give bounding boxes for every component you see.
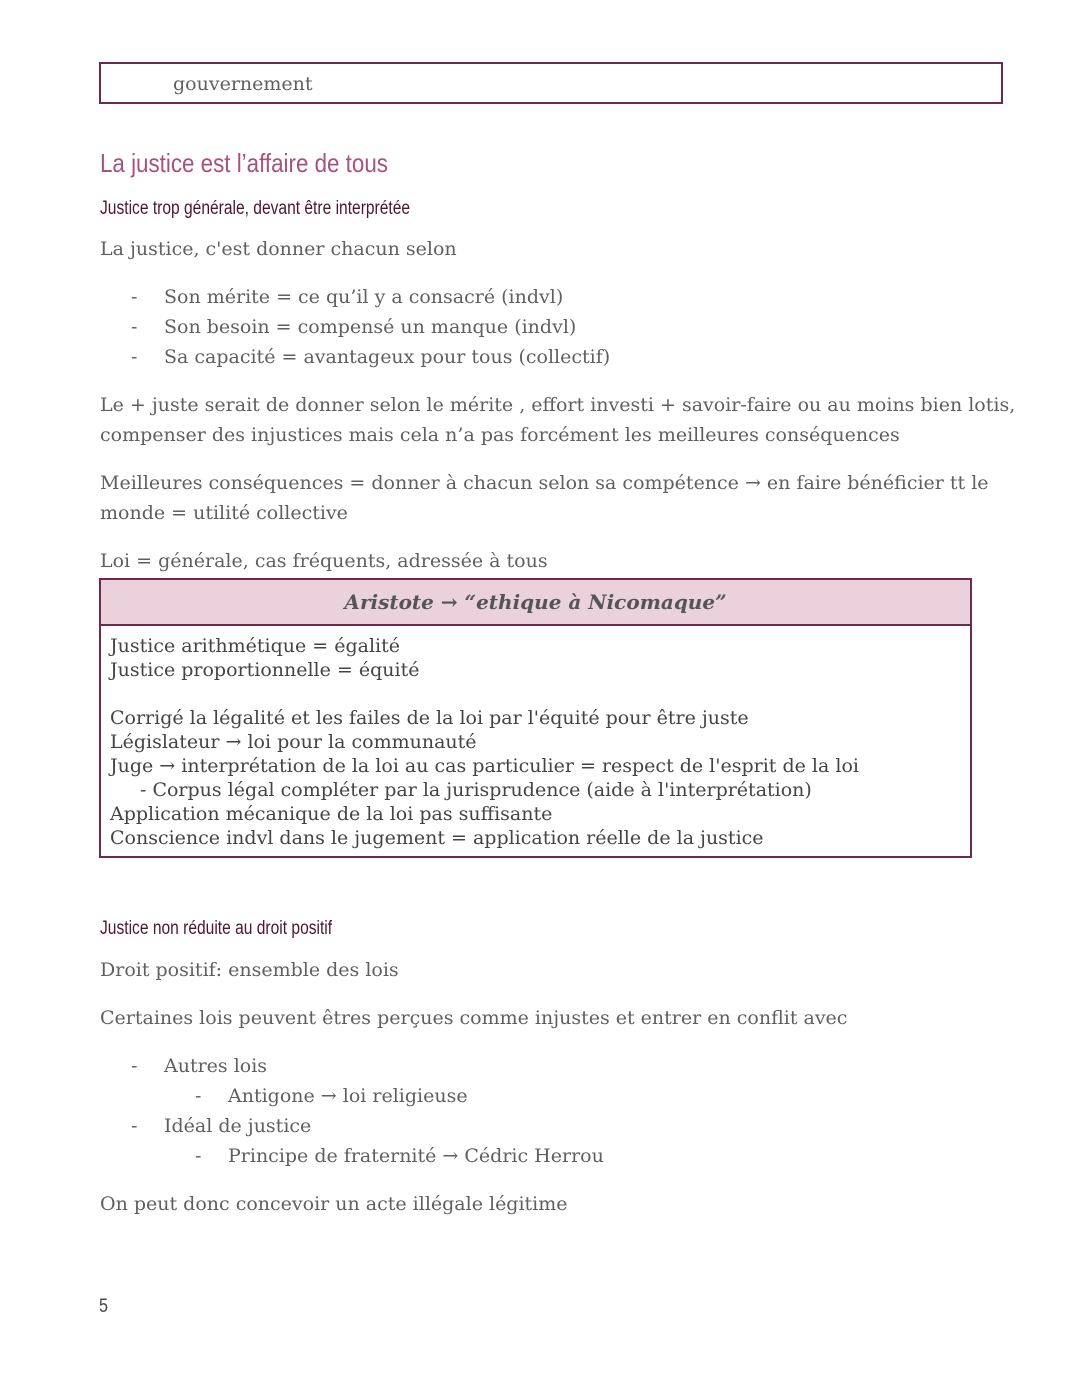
box-line: Application mécanique de la loi pas suffisante bbox=[110, 803, 553, 825]
bullet-dash: - bbox=[131, 286, 138, 308]
continuation-box bbox=[99, 62, 1003, 104]
conflict-intro: Certaines lois peuvent êtres perçues comme injustes et entrer en conflit avec bbox=[100, 1007, 848, 1029]
page-number: 5 bbox=[99, 1296, 108, 1317]
paragraph-merite-2: compenser des injustices mais cela n’a pas forcément les meilleures conséquences bbox=[100, 424, 900, 446]
list-item: Son besoin = compensé un manque (indvl) bbox=[164, 316, 577, 338]
bullet-dash: - bbox=[131, 1115, 138, 1137]
list-item: Son mérite = ce qu’il y a consacré (indvl) bbox=[164, 286, 564, 308]
paragraph-consequences-1: Meilleures conséquences = donner à chacun selon sa compétence → en faire bénéficier tt le bbox=[100, 472, 989, 494]
box-line: - Corpus légal compléter par la jurisprudence (aide à l'interprétation) bbox=[140, 779, 812, 801]
sub-list-item: Antigone → loi religieuse bbox=[228, 1085, 468, 1107]
paragraph-loi: Loi = générale, cas fréquents, adressée à tous bbox=[100, 550, 548, 572]
list-item: Autres lois bbox=[164, 1055, 268, 1077]
box-line: Conscience indvl dans le jugement = application réelle de la justice bbox=[110, 827, 764, 849]
bullet-dash: - bbox=[195, 1145, 202, 1167]
box-line: Justice proportionnelle = équité bbox=[110, 659, 420, 681]
bullet-dash: - bbox=[131, 1055, 138, 1077]
definition-text: Droit positif: ensemble des lois bbox=[100, 959, 399, 981]
subsection-title-2: Justice non réduite au droit positif bbox=[100, 918, 333, 939]
section-title: La justice est l’affaire de tous bbox=[100, 148, 388, 178]
continuation-text: gouvernement bbox=[173, 73, 313, 95]
box-line: Législateur → loi pour la communauté bbox=[110, 731, 477, 753]
bullet-dash: - bbox=[195, 1085, 202, 1107]
box-line: Justice arithmétique = égalité bbox=[110, 635, 400, 657]
bullet-dash: - bbox=[131, 316, 138, 338]
list-item: Idéal de justice bbox=[164, 1115, 312, 1137]
sub-list-item: Principe de fraternité → Cédric Herrou bbox=[228, 1145, 604, 1167]
subsection-title-1: Justice trop générale, devant être interprétée bbox=[100, 198, 411, 219]
box-line: Corrigé la légalité et les failes de la loi par l'équité pour être juste bbox=[110, 707, 749, 729]
list-item: Sa capacité = avantageux pour tous (collectif) bbox=[164, 346, 611, 368]
box-line: Juge → interprétation de la loi au cas particulier = respect de l'esprit de la loi bbox=[110, 755, 859, 777]
paragraph-merite-1: Le + juste serait de donner selon le mérite , effort investi + savoir-faire ou au moins bien lotis, bbox=[100, 394, 1016, 416]
bullet-dash: - bbox=[131, 346, 138, 368]
intro-text: La justice, c'est donner chacun selon bbox=[100, 238, 457, 260]
aristote-box-header: Aristote → “ethique à Nicomaque” bbox=[101, 580, 970, 626]
conclusion-text: On peut donc concevoir un acte illégale légitime bbox=[100, 1193, 568, 1215]
paragraph-consequences-2: monde = utilité collective bbox=[100, 502, 348, 524]
aristote-box bbox=[99, 578, 972, 858]
